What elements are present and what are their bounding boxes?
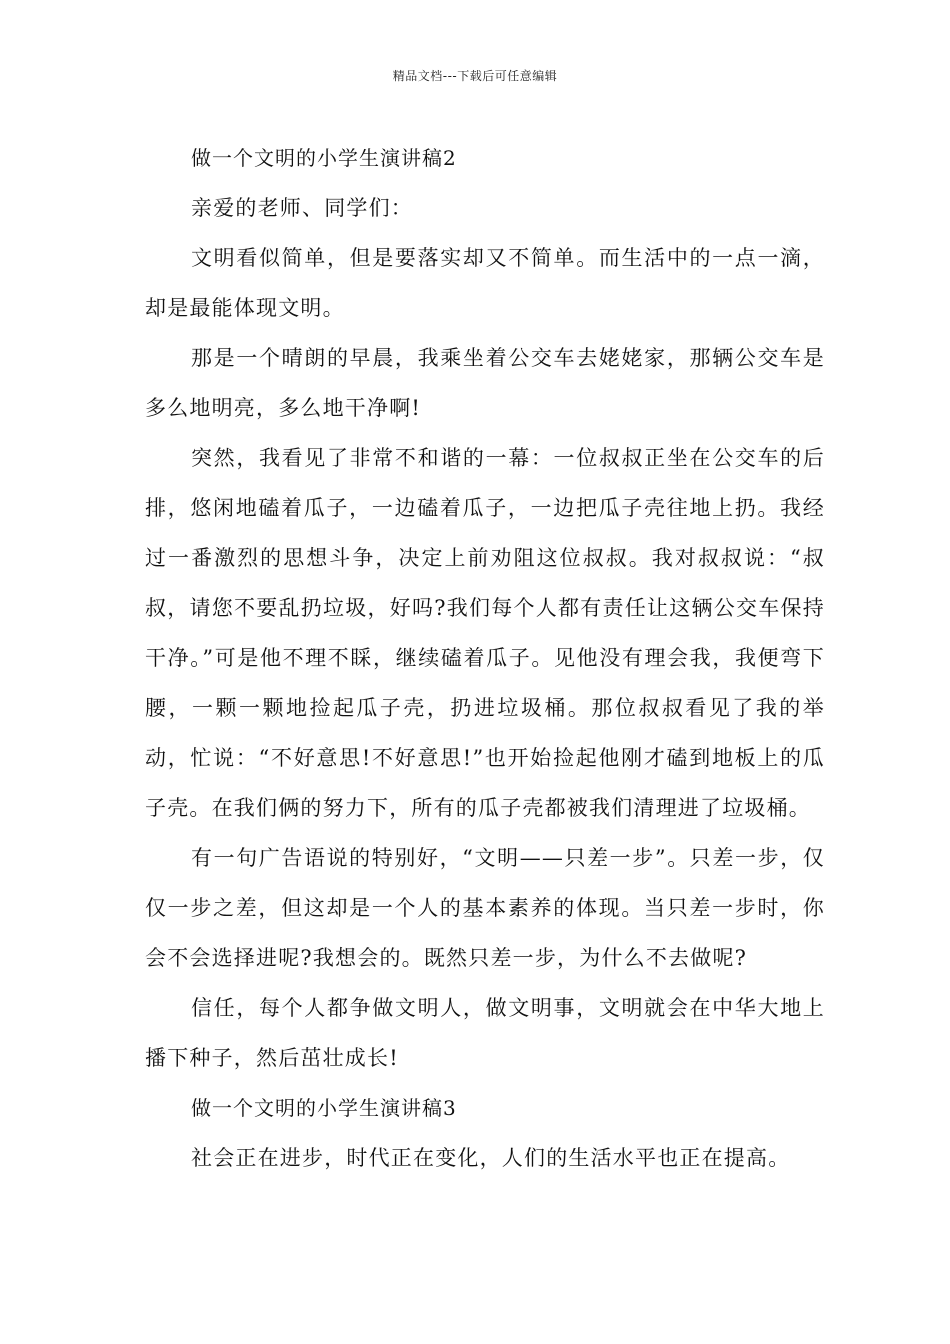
greeting: 亲爱的老师、同学们： [191, 196, 413, 220]
paragraph-4: 有一句广告语说的特别好，“文明——只差一步”。只差一步，仅仅一步之差，但这却是一个人的基本素养的体现。当只差一步时，你会不会选择进呢?我想会的。既然只差一步，为什么不去做呢? [145, 846, 825, 970]
paragraph-3: 突然，我看见了非常不和谐的一幕：一位叔叔正坐在公交车的后排，悠闲地磕着瓜子，一边磕着瓜子，一边把瓜子壳往地上扔。我经过一番激烈的思想斗争，决定上前劝阻这位叔叔。我对叔叔说：“叔叔，请您不要乱扔垃圾，好吗?我们每个人都有责任让这辆公交车保持干净。”可是他不理不睬，继续磕着瓜子。见他没有理会我，我便弯下腰，一颗一颗地捡起瓜子壳，扔进垃圾桶。那位叔叔看见了我的举动，忙说：“不好意思!不好意思!”也开始捡起他刚才磕到地板上的瓜子壳。在我们俩的努力下，所有的瓜子壳都被我们清理进了垃圾桶。 [145, 446, 825, 820]
paragraph-6: 社会正在进步，时代正在变化，人们的生活水平也正在提高。 [191, 1146, 791, 1170]
paragraph-1: 文明看似简单，但是要落实却又不简单。而生活中的一点一滴，却是最能体现文明。 [145, 246, 825, 320]
document-body [145, 133, 825, 1183]
speech-title-3: 做一个文明的小学生演讲稿3 [191, 1096, 457, 1120]
paragraph-2: 那是一个晴朗的早晨，我乘坐着公交车去姥姥家，那辆公交车是多么地明亮，多么地干净啊! [145, 346, 825, 420]
page-header: 精品文档---下载后可任意编辑 [392, 69, 558, 83]
paragraph-5: 信任，每个人都争做文明人，做文明事，文明就会在中华大地上播下种子，然后茁壮成长! [145, 996, 825, 1070]
speech-title-2: 做一个文明的小学生演讲稿2 [191, 146, 457, 170]
